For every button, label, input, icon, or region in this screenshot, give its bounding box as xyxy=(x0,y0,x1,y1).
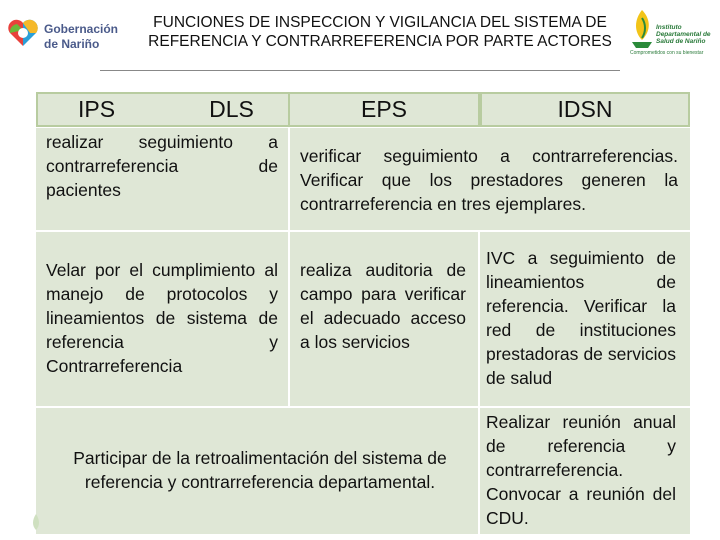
column-header-eps: EPS xyxy=(288,92,480,127)
logo-right-text: Instituto Departamental de Salud de Nariño xyxy=(656,24,711,45)
idsn-logo xyxy=(628,8,716,58)
gobernacion-logo xyxy=(6,14,119,54)
row2-idsn-cell: IVC a seguimiento de lineamientos de referencia. Verificar la red de instituciones prestadoras de servicios de salud xyxy=(480,232,690,406)
logo-left-line2: de Nariño xyxy=(44,37,100,51)
column-header-dls: DLS xyxy=(209,96,254,122)
logo-right-subtitle: Comprometidos con su bienestar xyxy=(630,50,704,56)
row3-ips-dls-eps-cell: Participar de la retroalimentación del sistema de referencia y contrarreferencia departamental. xyxy=(36,408,478,534)
row2-ips-dls-cell: Velar por el cumplimiento al manejo de protocolos y lineamientos de sistema de referencia y Contrarreferencia xyxy=(36,232,288,406)
row2-eps-cell: realiza auditoria de campo para verificar el adecuado acceso a los servicios xyxy=(290,232,478,406)
column-header-idsn: IDSN xyxy=(480,92,690,127)
row3-idsn-cell: Realizar reunión anual de referencia y contrarreferencia. Convocar a reunión del CDU. xyxy=(480,408,690,534)
page-title: FUNCIONES DE INSPECCION Y VIGILANCIA DEL SISTEMA DE REFERENCIA Y CONTRARREFERENCIA POR PARTE ACTORES xyxy=(148,14,612,50)
logo-left-line1: Gobernación xyxy=(44,22,119,36)
title-underline xyxy=(100,70,620,71)
column-header-ips: IPS xyxy=(78,96,116,122)
row1-ips-dls-cell: realizar seguimiento a contrarreferencia de pacientes xyxy=(36,128,288,230)
column-header-ips-dls xyxy=(36,92,298,127)
row1-eps-idsn-cell: verificar seguimiento a contrarreferencias. Verificar que los prestadores generen la contrarreferencia en tres ejemplares. xyxy=(290,128,690,230)
heart-logo-icon xyxy=(6,18,40,48)
idsn-leaf-icon xyxy=(628,8,656,50)
decorative-leaf-icon xyxy=(30,512,42,532)
